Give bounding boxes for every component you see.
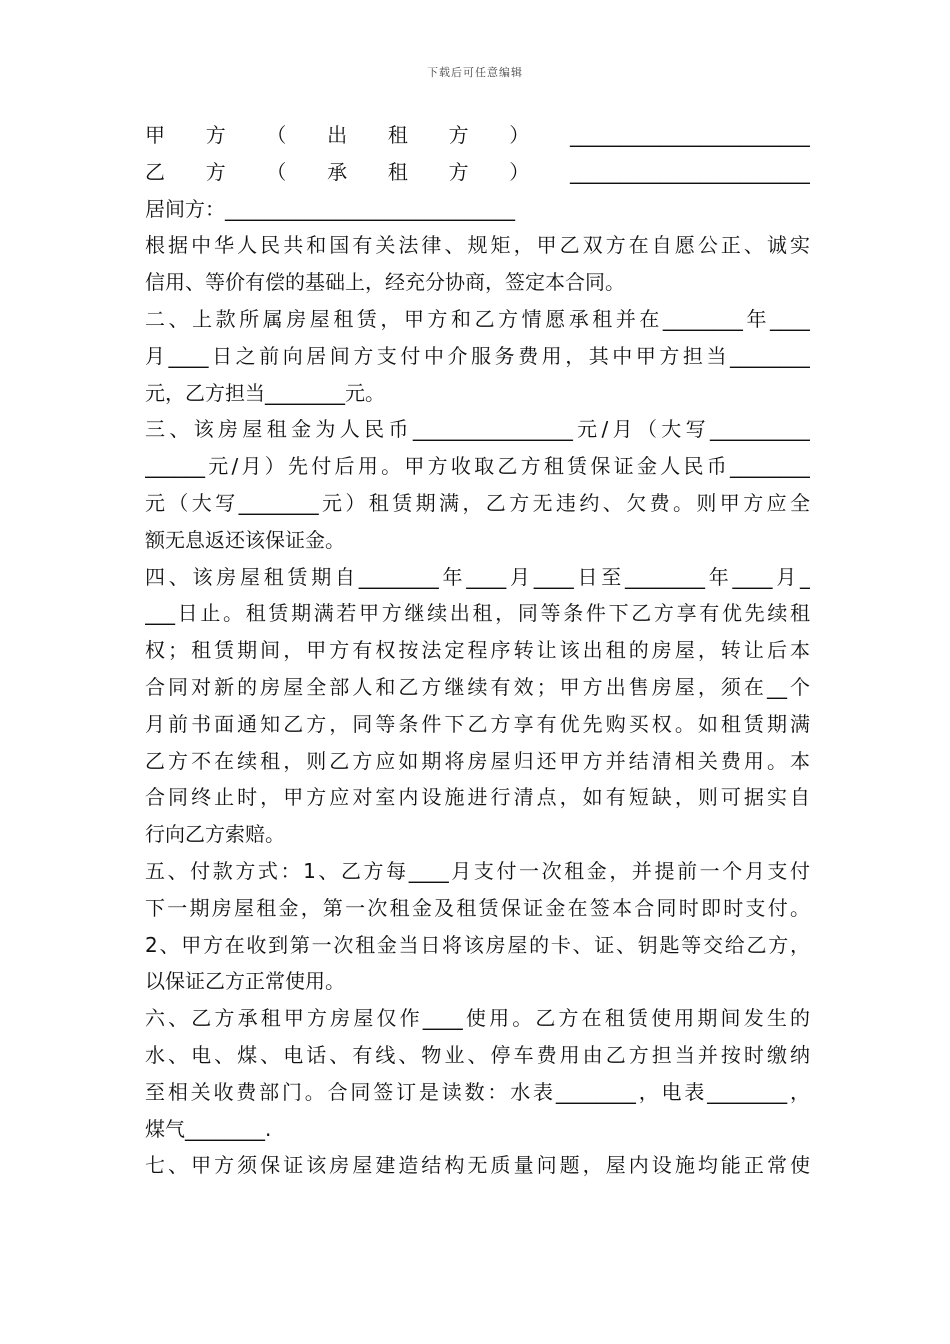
clause-7-line: 七、甲方须保证该房屋建造结构无质量问题，屋内设施均能正常使 [145,1153,810,1178]
page-header-note: 下载后可任意编辑 [427,66,523,79]
clause-2-line: 二、上款所属房屋租赁，甲方和乙方情愿承租并在________年____ [145,306,810,331]
clause-6-line: 水、电、煤、电话、有线、物业、停车费用由乙方担当并按时缴纳 [145,1042,810,1067]
clause-4-line: 月前书面通知乙方，同等条件下乙方享有优先购买权。如租赁期满 [145,711,810,736]
clause-3-line: 三、该房屋租金为人民币________________元/月（大写__________ [145,417,810,442]
clause-4-line: 乙方不在续租，则乙方应如期将房屋归还甲方并结清相关费用。本 [145,748,810,773]
clause-3-line: ______元/月）先付后用。甲方收取乙方租赁保证金人民币________ [145,454,810,479]
clause-5-line: 下一期房屋租金，第一次租金及租赁保证金在签本合同时即时支付。 [145,895,810,920]
clause-4-line: ___日止。租赁期满若甲方继续出租，同等条件下乙方享有优先续租 [145,601,810,626]
clause-4-line: 行向乙方索赔。 [145,822,285,847]
clause-5-line: 2、甲方在收到第一次租金当日将该房屋的卡、证、钥匙等交给乙方， [145,932,810,957]
clause-6-line: 至相关收费部门。合同签订是读数：水表________，电表________， [145,1079,810,1104]
contract-body [145,117,810,1184]
clause-3-line: 额无息返还该保证金。 [145,527,345,552]
clause-6-line: 煤气________. [145,1116,272,1141]
clause-5-line: 五、付款方式：1、乙方每____月支付一次租金，并提前一个月支付 [145,858,810,883]
clause-4-line: 权；租赁期间，甲方有权按法定程序转让该出租的房屋，转让后本 [145,638,810,663]
party-b-line: 乙方（承租方）________________________ [145,159,810,184]
party-a-line: 甲方（出租方）________________________ [145,123,810,147]
intermediary-line: 居间方：_____________________________ [145,196,515,221]
clause-4-line: 合同终止时，甲方应对室内设施进行清点，如有短缺，则可据实自 [145,785,810,810]
clause-5-line: 以保证乙方正常使用。 [145,969,345,994]
paragraph-line: 根据中华人民共和国有关法律、规矩，甲乙双方在自愿公正、诚实 [145,233,810,258]
paragraph-line: 信用、等价有偿的基础上，经充分协商，签定本合同。 [145,270,625,295]
clause-6-line: 六、乙方承租甲方房屋仅作____使用。乙方在租赁使用期间发生的 [145,1006,810,1031]
clause-2-line: 元，乙方担当________元。 [145,380,385,405]
clause-3-line: 元（大写________元）租赁期满，乙方无违约、欠费。则甲方应全 [145,490,810,515]
clause-4-line: 合同对新的房屋全部人和乙方继续有效；甲方出售房屋，须在__个 [145,674,810,699]
clause-2-line: 月____日之前向居间方支付中介服务费用，其中甲方担当________ [145,343,810,368]
clause-4-line: 四、该房屋租赁期自________年____月____日至________年____月_ [145,564,810,589]
